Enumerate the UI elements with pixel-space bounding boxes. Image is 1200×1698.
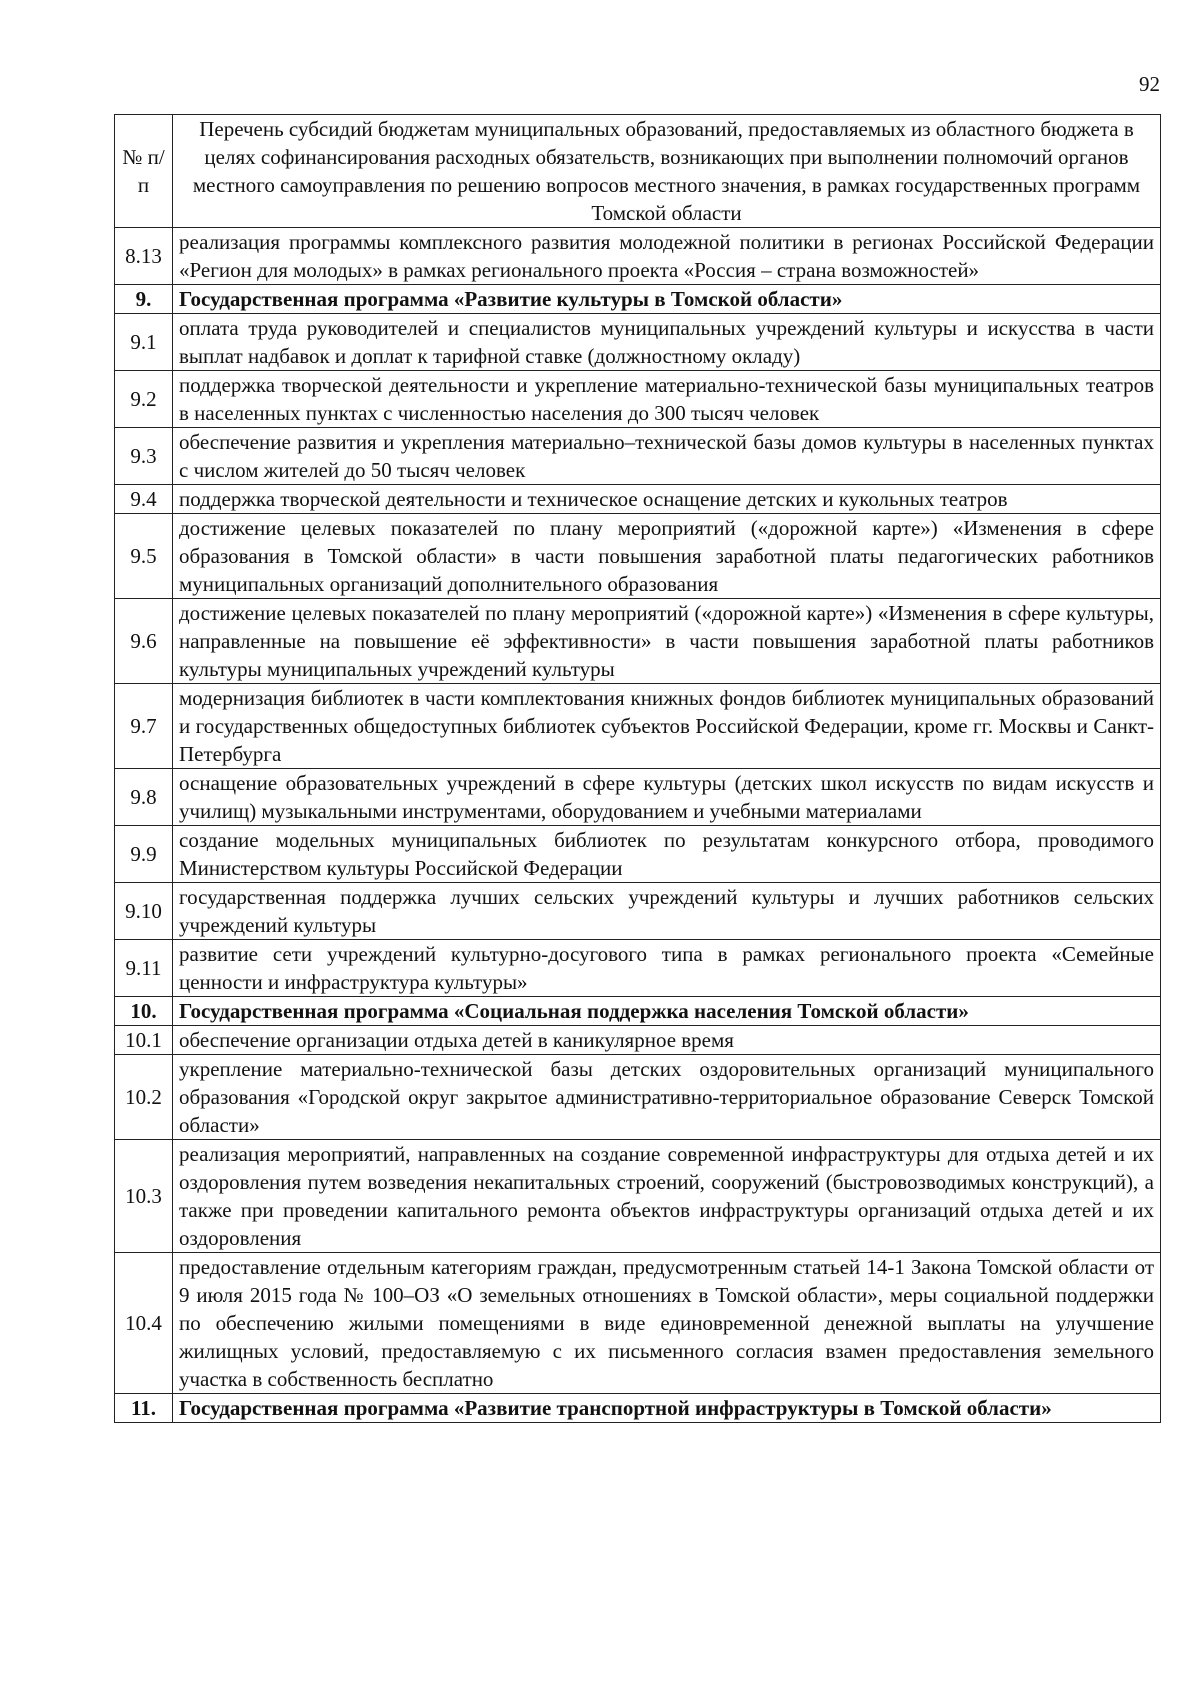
table-row (115, 428, 1161, 485)
table-row (115, 940, 1161, 997)
table-body (115, 228, 1161, 1423)
subsidy-description: реализация программы комплексного развития молодежной политики в регионах Российской Федерации «Регион для молодых» в рамках регионального проекта «Россия – страна возможностей» (173, 228, 1161, 285)
subsidy-description: поддержка творческой деятельности и укрепление материально-технической базы муниципальных театров в населенных пунктах с численностью населения до 300 тысяч человек (173, 371, 1161, 428)
row-number: 9.9 (115, 826, 173, 883)
row-number: 9.10 (115, 883, 173, 940)
row-number: 9.2 (115, 371, 173, 428)
table-row (115, 228, 1161, 285)
row-number: 9.6 (115, 599, 173, 684)
row-number: 9.3 (115, 428, 173, 485)
section-row (115, 285, 1161, 314)
section-row (115, 997, 1161, 1026)
row-number: 9.1 (115, 314, 173, 371)
page-number: 92 (1139, 72, 1160, 96)
subsidy-description: развитие сети учреждений культурно-досугового типа в рамках регионального проекта «Семейные ценности и инфраструктура культуры» (173, 940, 1161, 997)
number-column-header: № п/п (115, 115, 173, 228)
subsidy-description: оснащение образовательных учреждений в сфере культуры (детских школ искусств по видам искусств и училищ) музыкальными инструментами, оборудованием и учебными материалами (173, 769, 1161, 826)
subsidies-table (114, 114, 1161, 1423)
table-row (115, 371, 1161, 428)
table-row (115, 599, 1161, 684)
program-title: Государственная программа «Социальная поддержка населения Томской области» (173, 997, 1161, 1026)
subsidy-description: обеспечение развития и укрепления материально–технической базы домов культуры в населенных пунктах с числом жителей до 50 тысяч человек (173, 428, 1161, 485)
table-header-row (115, 115, 1161, 228)
table-row (115, 1140, 1161, 1253)
subsidy-description: создание модельных муниципальных библиотек по результатам конкурсного отбора, проводимого Министерством культуры Российской Федерации (173, 826, 1161, 883)
subsidy-description: государственная поддержка лучших сельских учреждений культуры и лучших работников сельских учреждений культуры (173, 883, 1161, 940)
subsidy-description: предоставление отдельным категориям граждан, предусмотренным статьей 14-1 Закона Томской области от 9 июля 2015 года № 100–ОЗ «О земельных отношениях в Томской области», меры социальной поддержки по обеспечению жилыми помещениями в виде единовременной денежной выплаты на улучшение жилищных условий, предоставляемую с их письменного согласия взамен предоставления земельного участка в собственность бесплатно (173, 1253, 1161, 1394)
table-row (115, 1253, 1161, 1394)
row-number: 9. (115, 285, 173, 314)
row-number: 8.13 (115, 228, 173, 285)
program-title: Государственная программа «Развитие транспортной инфраструктуры в Томской области» (173, 1394, 1161, 1423)
subsidy-description: оплата труда руководителей и специалистов муниципальных учреждений культуры и искусства в части выплат надбавок и доплат к тарифной ставке (должностному окладу) (173, 314, 1161, 371)
subsidy-description: поддержка творческой деятельности и техническое оснащение детских и кукольных театров (173, 485, 1161, 514)
row-number: 9.4 (115, 485, 173, 514)
section-row (115, 1394, 1161, 1423)
table-row (115, 1055, 1161, 1140)
table-row (115, 485, 1161, 514)
row-number: 9.8 (115, 769, 173, 826)
table-row (115, 1026, 1161, 1055)
subsidy-description: реализация мероприятий, направленных на создание современной инфраструктуры для отдыха детей и их оздоровления путем возведения некапитальных строений, сооружений (быстровозводимых конструкций), а также при проведении капитального ремонта объектов инфраструктуры организаций отдыха детей и их оздоровления (173, 1140, 1161, 1253)
row-number: 9.11 (115, 940, 173, 997)
row-number: 10.3 (115, 1140, 173, 1253)
row-number: 9.7 (115, 684, 173, 769)
subsidy-description: обеспечение организации отдыха детей в каникулярное время (173, 1026, 1161, 1055)
subsidy-description: укрепление материально-технической базы детских оздоровительных организаций муниципального образования «Городской округ закрытое административно-территориальное образование Северск Томской области» (173, 1055, 1161, 1140)
row-number: 10.2 (115, 1055, 173, 1140)
table-row (115, 769, 1161, 826)
row-number: 10. (115, 997, 173, 1026)
row-number: 11. (115, 1394, 173, 1423)
table-row (115, 514, 1161, 599)
subsidy-description: достижение целевых показателей по плану мероприятий («дорожной карте») «Изменения в сфере образования в Томской области» в части повышения заработной платы педагогических работников муниципальных организаций дополнительного образования (173, 514, 1161, 599)
title-column-header: Перечень субсидий бюджетам муниципальных образований, предоставляемых из областного бюджета в целях софинансирования расходных обязательств, возникающих при выполнении полномочий органов местного самоуправления по решению вопросов местного значения, в рамках государственных программ Томской области (173, 115, 1161, 228)
subsidy-description: достижение целевых показателей по плану мероприятий («дорожной карте») «Изменения в сфере культуры, направленные на повышение её эффективности» в части повышения заработной платы работников культуры муниципальных учреждений культуры (173, 599, 1161, 684)
row-number: 9.5 (115, 514, 173, 599)
table-row (115, 684, 1161, 769)
table-row (115, 883, 1161, 940)
row-number: 10.1 (115, 1026, 173, 1055)
program-title: Государственная программа «Развитие культуры в Томской области» (173, 285, 1161, 314)
table-row (115, 826, 1161, 883)
row-number: 10.4 (115, 1253, 173, 1394)
subsidy-description: модернизация библиотек в части комплектования книжных фондов библиотек муниципальных образований и государственных общедоступных библиотек субъектов Российской Федерации, кроме гг. Москвы и Санкт-Петербурга (173, 684, 1161, 769)
table-row (115, 314, 1161, 371)
